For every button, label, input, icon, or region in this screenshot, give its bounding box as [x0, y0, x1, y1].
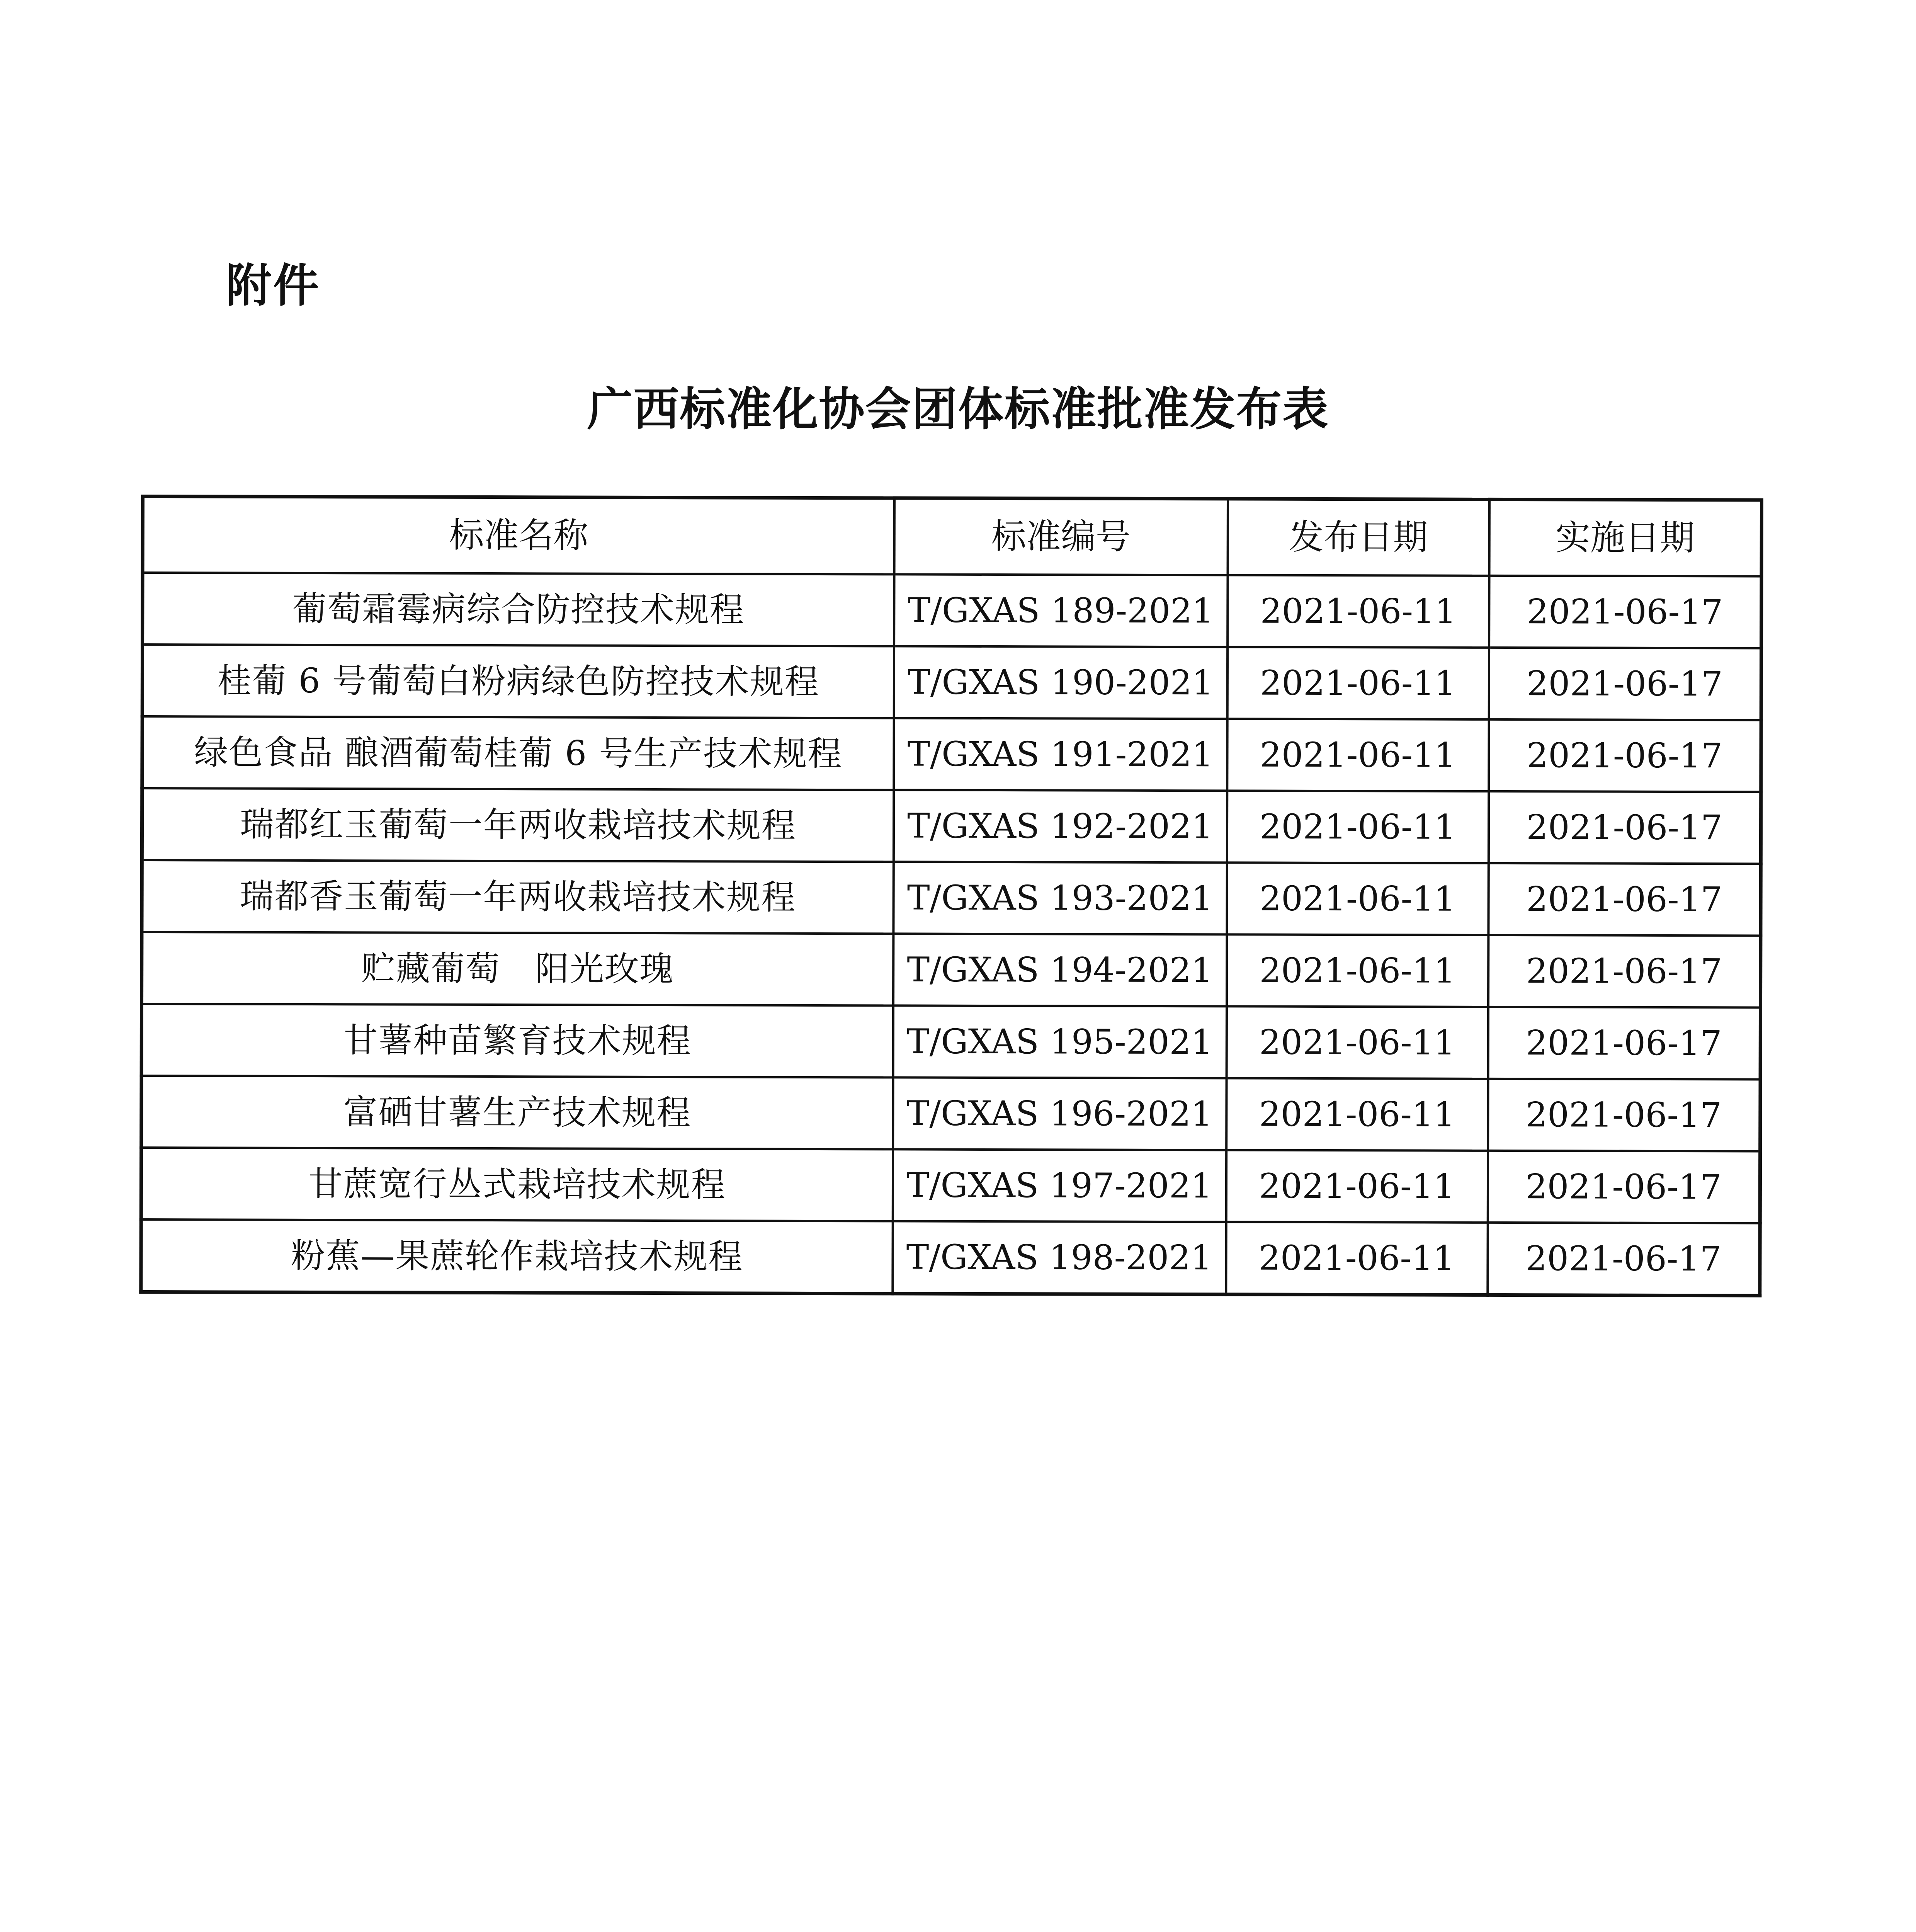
header-standard-number: 标准编号	[894, 498, 1227, 575]
table-row	[142, 788, 1761, 864]
table-row	[142, 716, 1761, 792]
release-date-cell: 2021-06-11	[1227, 647, 1489, 719]
effective-date-cell: 2021-06-17	[1488, 863, 1761, 936]
table-header-row	[143, 497, 1761, 577]
standard-name-cell: 粉蕉—果蔗轮作栽培技术规程	[141, 1219, 893, 1294]
effective-date-cell: 2021-06-17	[1488, 1151, 1760, 1223]
release-date-cell: 2021-06-11	[1226, 1222, 1488, 1295]
effective-date-cell: 2021-06-17	[1489, 719, 1761, 792]
standard-name-cell: 甘蔗宽行丛式栽培技术规程	[141, 1148, 893, 1221]
effective-date-cell: 2021-06-17	[1488, 1223, 1760, 1296]
table-row	[141, 1076, 1760, 1151]
standard-number-cell: T/GXAS 194-2021	[893, 934, 1227, 1006]
table-row	[143, 573, 1761, 648]
standard-name-cell: 贮藏葡萄 阳光玫瑰	[142, 932, 893, 1005]
standard-name-cell: 甘薯种苗繁育技术规程	[141, 1004, 893, 1077]
standard-name-cell: 瑞都香玉葡萄一年两收栽培技术规程	[142, 860, 893, 934]
release-date-cell: 2021-06-11	[1227, 791, 1488, 863]
standard-number-cell: T/GXAS 197-2021	[893, 1149, 1226, 1222]
standard-number-cell: T/GXAS 195-2021	[893, 1005, 1226, 1078]
release-date-cell: 2021-06-11	[1226, 1006, 1488, 1079]
effective-date-cell: 2021-06-17	[1488, 935, 1761, 1008]
standard-name-cell: 葡萄霜霉病综合防控技术规程	[143, 573, 894, 646]
standard-number-cell: T/GXAS 192-2021	[893, 790, 1227, 862]
effective-date-cell: 2021-06-17	[1489, 648, 1761, 720]
effective-date-cell: 2021-06-17	[1489, 576, 1761, 648]
standard-name-cell: 瑞都红玉葡萄一年两收栽培技术规程	[142, 788, 893, 862]
attachment-label: 附件	[226, 259, 321, 312]
standard-number-cell: T/GXAS 193-2021	[893, 862, 1227, 934]
table-row	[142, 645, 1761, 720]
standard-name-cell: 富硒甘薯生产技术规程	[141, 1076, 893, 1149]
standard-number-cell: T/GXAS 190-2021	[894, 646, 1227, 719]
standards-table-container	[139, 495, 1763, 1298]
header-release-date: 发布日期	[1227, 499, 1489, 576]
effective-date-cell: 2021-06-17	[1488, 791, 1761, 864]
document-title: 广西标准化协会团体标准批准发布表	[587, 383, 1329, 436]
release-date-cell: 2021-06-11	[1227, 862, 1488, 935]
standard-number-cell: T/GXAS 189-2021	[894, 574, 1227, 647]
standards-table	[139, 495, 1763, 1298]
release-date-cell: 2021-06-11	[1227, 934, 1488, 1007]
header-effective-date: 实施日期	[1489, 499, 1761, 576]
release-date-cell: 2021-06-11	[1227, 575, 1489, 648]
standard-number-cell: T/GXAS 198-2021	[893, 1221, 1226, 1294]
table-row	[141, 1219, 1760, 1296]
release-date-cell: 2021-06-11	[1226, 1078, 1488, 1151]
table-row	[142, 932, 1761, 1008]
table-row	[142, 860, 1761, 936]
release-date-cell: 2021-06-11	[1227, 719, 1489, 791]
table-row	[141, 1148, 1760, 1223]
standard-name-cell: 桂葡 6 号葡萄白粉病绿色防控技术规程	[142, 645, 894, 718]
effective-date-cell: 2021-06-17	[1488, 1079, 1760, 1151]
header-standard-name: 标准名称	[143, 497, 894, 575]
effective-date-cell: 2021-06-17	[1488, 1007, 1760, 1080]
table-row	[141, 1004, 1760, 1080]
standard-number-cell: T/GXAS 196-2021	[893, 1077, 1226, 1150]
release-date-cell: 2021-06-11	[1226, 1150, 1488, 1223]
standard-number-cell: T/GXAS 191-2021	[894, 718, 1227, 791]
standard-name-cell: 绿色食品 酿酒葡萄桂葡 6 号生产技术规程	[142, 716, 894, 790]
